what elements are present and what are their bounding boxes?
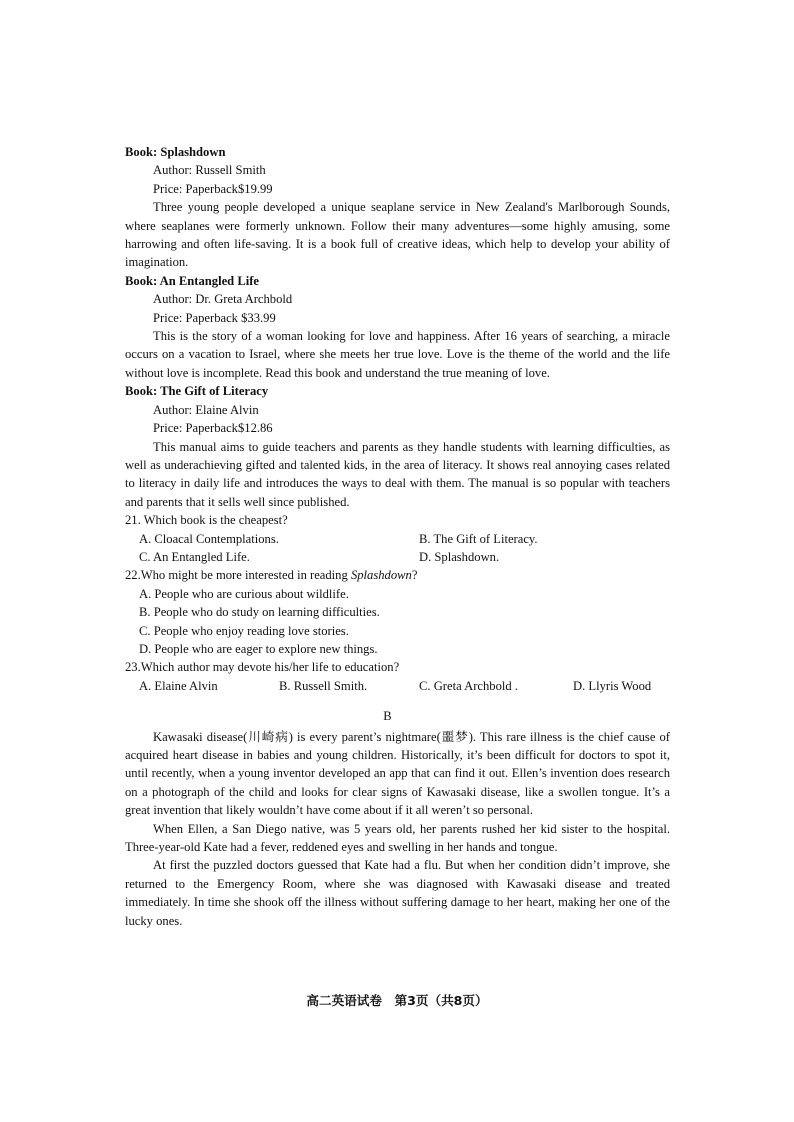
book-description: This manual aims to guide teachers and parents as they handle students with learning difficulties, as well as underachieving gifted and talented kids, in the area of literacy. It shows real annoying cases related to literacy in daily life and introduces the ways to deal with them. The manual is so popular with teachers and parents that it sells well since published. [125, 439, 670, 509]
q21-option-d: D. Splashdown. [419, 549, 500, 564]
page-content [125, 143, 670, 930]
section-b-paragraph: When Ellen, a San Diego native, was 5 years old, her parents rushed her kid sister to the hospital. Three-year-old Kate had a fever, reddened eyes and swelling in her hands and tongue. [125, 821, 670, 855]
question-21-options [125, 530, 670, 567]
q23-option-d: D. Llyris Wood [573, 678, 652, 693]
q21-option-c: C. An Entangled Life. [139, 549, 250, 564]
q22-stem-book: Splashdown [350, 568, 412, 583]
book-price: Price: Paperback$19.99 [153, 181, 273, 196]
question-23-options [125, 677, 670, 695]
q22-option-d: D. People who are eager to explore new things. [139, 641, 378, 656]
section-label: B [383, 709, 392, 724]
book-title: Book: Splashdown [125, 145, 226, 159]
book-description: Three young people developed a unique seaplane service in New Zealand's Marlborough Sounds, where seaplanes were formerly unknown. Follow their many adventures—some highly amusing, some harrowing and often life-saving. It is a book full of creative ideas, which help to develop your ability of imagination. [125, 200, 670, 270]
q22-option-b: B. People who do study on learning difficulties. [139, 605, 380, 620]
q21-option-a: A. Cloacal Contemplations. [139, 531, 279, 546]
q22-stem-text: 22.Who might be more interested in reading [125, 568, 351, 583]
q22-stem-end: ? [411, 568, 418, 583]
section-b-paragraph: Kawasaki disease(川崎病) is every parent’s nightmare(噩梦). This rare illness is the chief cause of acquired heart disease in babies and young children. Historically, it’s been difficult for doctors to spot it, until recently, when a young inventor developed an app that can find it out. Ellen’s invention does research on a photograph of the child and looks for clear signs of Kawasaki disease, like a swollen tongue. It’s a great invention that likely wouldn’t have come about if it all weren’t so personal. [125, 729, 670, 818]
q22-option-a: A. People who are curious about wildlife. [139, 586, 349, 601]
q23-option-b: B. Russell Smith. [279, 678, 368, 693]
book-title: Book: The Gift of Literacy [125, 384, 269, 399]
q22-option-c: C. People who enjoy reading love stories. [139, 623, 349, 638]
book-price: Price: Paperback$12.86 [153, 421, 273, 436]
book-description: This is the story of a woman looking for love and happiness. After 16 years of searching, a miracle occurs on a vacation to Israel, where she meets her true love. Love is the theme of the world and the life without love is incomplete. Read this book and understand the true meaning of love. [125, 329, 670, 380]
question-23-stem: 23.Which author may devote his/her life to education? [125, 660, 400, 675]
q21-option-b: B. The Gift of Literacy. [419, 531, 538, 546]
book-title: Book: An Entangled Life [125, 273, 260, 288]
book-author: Author: Dr. Greta Archbold [153, 292, 293, 307]
book-author: Author: Elaine Alvin [153, 402, 259, 417]
question-22-stem [125, 566, 670, 584]
section-b-paragraph: At first the puzzled doctors guessed that Kate had a flu. But when her condition didn’t improve, she returned to the Emergency Room, where she was diagnosed with Kawasaki disease and treated immediately. In time she shook off the illness without suffering damage to her heart, making her one of the lucky ones. [125, 858, 670, 928]
q23-option-a: A. Elaine Alvin [139, 678, 218, 693]
q23-option-c: C. Greta Archbold . [419, 678, 518, 693]
question-21-stem: 21. Which book is the cheapest? [125, 513, 288, 528]
book-author: Author: Russell Smith [153, 163, 266, 178]
book-price: Price: Paperback $33.99 [153, 310, 276, 325]
page-footer: 高二英语试卷 第3页（共8页） [306, 993, 488, 1008]
